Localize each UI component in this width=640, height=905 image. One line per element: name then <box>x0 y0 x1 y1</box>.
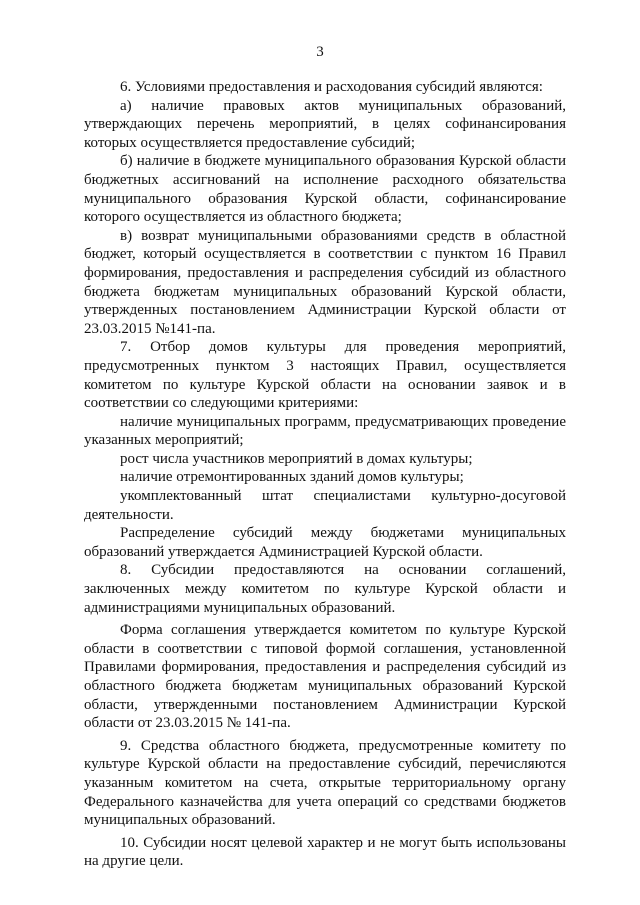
criterion-staff: укомплектованный штат специалистами культурно-досуговой деятельности. <box>84 488 566 523</box>
paragraph-10: 10. Субсидии носят целевой характер и не могут быть использованы на другие цели. <box>84 834 566 870</box>
paragraph-agreement-form: Форма соглашения утверждается комитетом по культуре Курской области в соответствии с типовой формой соглашения, установленной Правилами формирования, предоставления и распределения субсидий из областного бюджета бюджетам муниципальных образований Курской области, утвержденными постановлением Администрации Курской области от 23.03.2015 № 141-па. <box>84 622 566 732</box>
criterion-buildings: наличие отремонтированных зданий домов культуры; <box>120 469 464 486</box>
criterion-participants: рост числа участников мероприятий в домах культуры; <box>120 450 473 467</box>
page-number: 3 <box>316 44 324 60</box>
paragraph-6b: б) наличие в бюджете муниципального образования Курской области бюджетных ассигнований на исполнение расходного обязательства муниципального образования Курской области, софинансирование которого осуществляется из областного бюджета; <box>84 153 566 226</box>
document-body <box>84 78 566 871</box>
paragraph-6a: а) наличие правовых актов муниципальных образований, утверждающих перечень мероприятий, в целях софинансирования которых осуществляется предоставление субсидий; <box>84 97 566 151</box>
paragraph-9: 9. Средства областного бюджета, предусмотренные комитету по культуре Курской области на предоставление субсидий, перечисляются указанным комитетом на счета, открытые территориальному органу Федерального казначейства для учета операций со средствами бюджетов муниципальных образований. <box>84 737 566 829</box>
criterion-programs: наличие муниципальных программ, предусматривающих проведение указанных мероприятий; <box>84 413 566 449</box>
paragraph-distribution: Распределение субсидий между бюджетами муниципальных образований утверждается Администрацией Курской области. <box>84 525 566 560</box>
paragraph-6c: в) возврат муниципальными образованиями средств в областной бюджет, который осуществляется в соответствии с пунктом 16 Правил формирования, предоставления и распределения субсидий из областного бюджета бюджетам муниципальных образований Курской области, утвержденных постановлением Администрации Курской области от 23.03.2015 №141-па. <box>84 227 566 337</box>
paragraph-6-intro: 6. Условиями предоставления и расходования субсидий являются: <box>120 79 543 95</box>
paragraph-8: 8. Субсидии предоставляются на основании соглашений, заключенных между комитетом по культуре Курской области и администрациями муниципальных образований. <box>84 562 566 616</box>
paragraph-7: 7. Отбор домов культуры для проведения мероприятий, предусмотренных пунктом 3 настоящих Правил, осуществляется комитетом по культуре Курской области на основании заявок и в соответствии со следующими критериями: <box>84 339 566 412</box>
